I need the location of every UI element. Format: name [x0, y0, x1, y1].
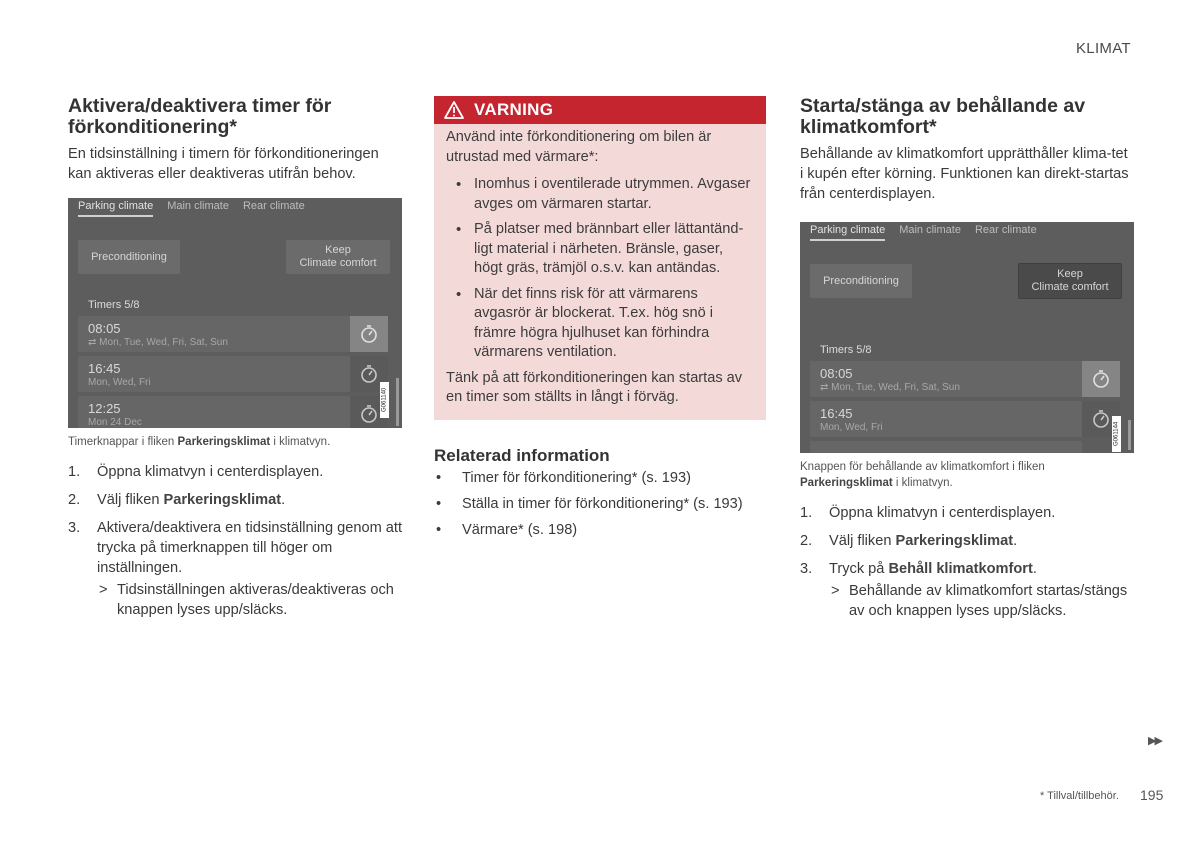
- stopwatch-icon: [359, 324, 379, 344]
- tab-rear-climate: Rear climate: [974, 224, 1037, 236]
- stopwatch-icon: [1091, 409, 1111, 429]
- tab-main-climate: Main climate: [167, 200, 229, 212]
- warning-intro: Använd inte förkonditionering om bilen är utrustad med värmare*:: [446, 129, 712, 165]
- heading-timer-activation: Aktivera/deaktivera timer för förkonditionering*: [68, 95, 332, 138]
- step-item: 1. Öppna klimatvyn i centerdisplayen.: [800, 505, 1056, 521]
- timer-row: [78, 356, 350, 392]
- column-timer-activation: [68, 96, 402, 628]
- climate-comfort-label: Climate comfort: [299, 257, 377, 269]
- scrollbar: [396, 378, 399, 426]
- scrollbar: [1128, 420, 1131, 450]
- image-reference: G061144: [1112, 416, 1121, 452]
- column-climate-comfort: [800, 96, 1134, 629]
- tab-parking-climate: Parking climate: [810, 224, 885, 241]
- stopwatch-icon: [359, 364, 379, 384]
- keep-climate-comfort-button: [286, 240, 390, 274]
- climate-screen-image: [800, 222, 1134, 453]
- heading-climate-comfort: Starta/stänga av behållande av klimatkomfort*: [800, 95, 1086, 138]
- preconditioning-button: Preconditioning: [810, 264, 912, 298]
- column-warning: [434, 96, 766, 546]
- image-caption: Knappen för behållande av klimatkomfort i fliken Parkeringsklimat i klimatvyn.: [800, 461, 1045, 489]
- continue-arrow-icon: ▶▶: [1148, 735, 1161, 747]
- timer-time: 16:45: [88, 361, 121, 376]
- warning-list: [446, 175, 754, 363]
- warning-triangle-icon: [444, 101, 464, 119]
- timer-days: ⇄ Mon, Tue, Wed, Fri, Sat, Sun: [88, 337, 228, 348]
- tab-rear-climate: Rear climate: [242, 200, 305, 212]
- screen-tabs: [78, 200, 305, 217]
- step-item: 3. Tryck på Behåll klimatkomfort. > Behållande av klimatkomfort startas/stängs av och knappen lyses upp/släcks.: [800, 559, 1134, 621]
- timer-time: 12:25: [88, 401, 121, 416]
- timers-label: Timers 5/8: [88, 299, 140, 311]
- timer-time: 16:45: [820, 406, 853, 421]
- timer-row: [810, 401, 1082, 437]
- timer-days: Mon 24 Dec: [88, 417, 142, 428]
- step-item: 2. Välj fliken Parkeringsklimat.: [800, 533, 1018, 549]
- steps-list: [800, 503, 1134, 621]
- climate-screen-image: [68, 198, 402, 428]
- warning-outro: Tänk på att förkonditioneringen kan startas av en timer som ställts in långt i förväg.: [446, 369, 743, 405]
- timer-row: [78, 316, 350, 352]
- warning-item: • Inomhus i oventilerade utrymmen. Avgaser avges om värmaren startar.: [446, 175, 754, 214]
- warning-item: • När det finns risk för att värmarens avgasrör är blockerat. T.ex. hög snö i främre högra hjulhuset kan förhindra värmarens ventilation.: [446, 285, 754, 363]
- step-item: 1. Öppna klimatvyn i centerdisplayen.: [68, 464, 324, 480]
- step-item: 3. Aktivera/deaktivera en tidsinställning genom att trycka på timerknappen till höger om inställningen. > Tidsinställningen aktiveras/deaktiveras och knappen lyses upp/släcks.: [68, 520, 403, 618]
- related-link[interactable]: • Ställa in timer för förkonditionering* (s. 193): [434, 494, 766, 514]
- timer-days: ⇄ Mon, Tue, Wed, Fri, Sat, Sun: [820, 382, 960, 393]
- warning-body: [434, 124, 766, 420]
- timer-days: Mon, Wed, Fri: [820, 422, 883, 433]
- keep-label: Keep: [325, 244, 351, 256]
- step-item: 2. Välj fliken Parkeringsklimat.: [68, 492, 286, 508]
- timer-days: Mon, Wed, Fri: [88, 377, 151, 388]
- timer-row: [78, 396, 350, 428]
- timer-toggle-button: [1082, 361, 1120, 397]
- image-caption: Timerknappar i fliken Parkeringsklimat i klimatvyn.: [68, 436, 331, 448]
- keep-label: Keep: [1057, 268, 1083, 280]
- timer-toggle-button: [350, 316, 388, 352]
- related-heading: Relaterad information: [434, 445, 610, 465]
- stopwatch-icon: [1091, 369, 1111, 389]
- intro-text: En tidsinställning i timern för förkonditioneringen kan aktiveras eller deaktiveras utifrån behov.: [68, 146, 379, 182]
- climate-comfort-label: Climate comfort: [1031, 281, 1109, 293]
- timer-time: 08:05: [820, 366, 853, 381]
- intro-text: Behållande av klimatkomfort upprätthåller klima-tet i kupén efter körning. Funktionen kan direkt-startas från centerdisplayen.: [800, 146, 1129, 202]
- tab-parking-climate: Parking climate: [78, 200, 153, 217]
- related-link[interactable]: • Timer för förkonditionering* (s. 193): [434, 468, 766, 488]
- warning-item: • På platser med brännbart eller lättantänd-ligt material i närheten. Bränsle, gaser, högt gräs, trämjöl o.s.v. kan antändas.: [446, 220, 754, 279]
- page-number: 195: [1140, 787, 1164, 803]
- section-label: KLIMAT: [1076, 40, 1131, 57]
- keep-climate-comfort-button: [1018, 263, 1122, 299]
- image-reference: G061140: [380, 382, 389, 418]
- stopwatch-icon: [359, 404, 379, 424]
- timer-time: 08:05: [88, 321, 121, 336]
- related-list: [434, 468, 766, 540]
- tab-main-climate: Main climate: [899, 224, 961, 236]
- steps-list: [68, 462, 402, 620]
- related-link[interactable]: • Värmare* (s. 198): [434, 520, 766, 540]
- step-result: > Tidsinställningen aktiveras/deaktiveras och knappen lyses upp/släcks.: [99, 582, 394, 618]
- timer-row: [810, 441, 1082, 453]
- step-result: > Behållande av klimatkomfort startas/stängs av och knappen lyses upp/släcks.: [831, 583, 1128, 619]
- timer-row: [810, 361, 1082, 397]
- timers-label: Timers 5/8: [820, 344, 872, 356]
- warning-title: VARNING: [474, 100, 554, 119]
- preconditioning-button: Preconditioning: [78, 240, 180, 274]
- warning-header: [434, 96, 766, 124]
- screen-tabs: [810, 224, 1037, 241]
- footnote: * Tillval/tillbehör.: [1040, 790, 1119, 802]
